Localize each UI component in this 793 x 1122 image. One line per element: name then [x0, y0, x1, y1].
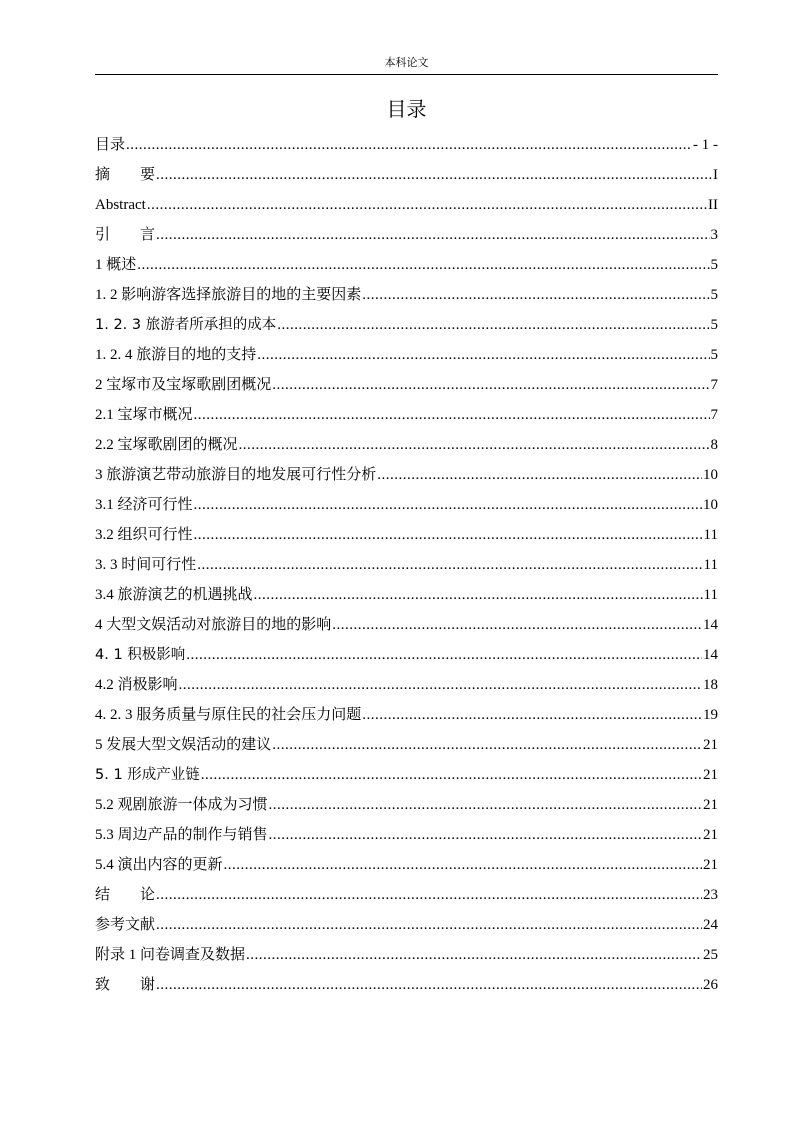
toc-entry-page-number: 24 — [703, 917, 718, 933]
toc-entry[interactable] — [95, 520, 718, 550]
toc-entry-label: 致 谢 — [95, 977, 156, 993]
toc-dot-leader — [377, 460, 702, 490]
toc-entry-page-number: 21 — [703, 857, 718, 873]
toc-dot-leader — [194, 490, 702, 520]
toc-entry-label: Abstract — [95, 197, 146, 213]
toc-entry-page-number: 5 — [710, 287, 718, 303]
toc-entry-label: 3.2 组织可行性 — [95, 527, 193, 543]
toc-entry-page-number: 10 — [703, 497, 718, 513]
toc-entry-label: 1 概述 — [95, 257, 137, 273]
toc-entry[interactable] — [95, 970, 718, 1000]
toc-entry-page-number: 14 — [703, 617, 718, 633]
toc-dot-leader — [272, 370, 709, 400]
toc-entry[interactable] — [95, 460, 718, 490]
toc-entry[interactable] — [95, 190, 718, 220]
toc-entry[interactable] — [95, 160, 718, 190]
toc-dot-leader — [156, 970, 702, 1000]
toc-entry-page-number: 7 — [710, 377, 718, 393]
toc-entry[interactable] — [95, 640, 718, 670]
page-title: 目录 — [386, 97, 427, 121]
toc-entry[interactable] — [95, 790, 718, 820]
toc-dot-leader — [137, 250, 709, 280]
toc-entry[interactable] — [95, 340, 718, 370]
toc-entry-page-number: 5 — [710, 347, 718, 363]
toc-entry-label: 4.2 消极影响 — [95, 677, 178, 693]
toc-entry-page-number: I — [713, 167, 718, 183]
toc-entry-label: 4. 2. 3 服务质量与原住民的社会压力问题 — [95, 707, 362, 723]
toc-entry-page-number: 3 — [710, 227, 718, 243]
toc-entry-label: 1. 2. 4 旅游目的地的支持 — [95, 347, 257, 363]
toc-entry-page-number: II — [708, 197, 718, 213]
page-header — [95, 57, 718, 75]
toc-entry-page-number: 11 — [703, 527, 718, 543]
toc-dot-leader — [254, 580, 703, 610]
toc-entry-page-number: 21 — [703, 827, 718, 843]
toc-entry[interactable] — [95, 670, 718, 700]
toc-dot-leader — [269, 820, 702, 850]
toc-entry-label: 目录 — [95, 137, 126, 153]
toc-entry[interactable] — [95, 280, 718, 310]
toc-entry-page-number: 10 — [703, 467, 718, 483]
toc-entry-page-number: 21 — [703, 737, 718, 753]
toc-entry-label: 参考文献 — [95, 917, 156, 933]
toc-dot-leader — [224, 850, 702, 880]
toc-entry[interactable] — [95, 310, 718, 340]
toc-entry-label: 5.4 演出内容的更新 — [95, 857, 223, 873]
toc-entry[interactable] — [95, 880, 718, 910]
toc-entry[interactable] — [95, 220, 718, 250]
toc-dot-leader — [257, 340, 709, 370]
toc-dot-leader — [269, 790, 702, 820]
toc-entry-label: 3.1 经济可行性 — [95, 497, 193, 513]
toc-entry-page-number: 23 — [703, 887, 718, 903]
toc-entry-page-number: 26 — [703, 977, 718, 993]
toc-entry[interactable] — [95, 370, 718, 400]
toc-entry[interactable] — [95, 490, 718, 520]
toc-dot-leader — [197, 550, 702, 580]
toc-dot-leader — [186, 640, 702, 670]
toc-entry-label: 5. 1 形成产业链 — [95, 767, 200, 783]
header-text: 本科论文 — [384, 57, 429, 69]
toc-entry-page-number: 25 — [703, 947, 718, 963]
toc-dot-leader — [272, 730, 702, 760]
toc-entry-label: 1. 2 影响游客选择旅游目的地的主要因素 — [95, 287, 362, 303]
toc-entry-label: 结 论 — [95, 887, 156, 903]
toc-entry-label: 引 言 — [95, 227, 156, 243]
toc-dot-leader — [156, 220, 709, 250]
toc-entry[interactable] — [95, 760, 718, 790]
toc-entry-label: 2.1 宝塚市概况 — [95, 407, 193, 423]
toc-entry[interactable] — [95, 130, 718, 160]
toc-dot-leader — [179, 670, 702, 700]
toc-entry-page-number: 21 — [703, 797, 718, 813]
table-of-contents — [95, 130, 718, 1000]
toc-entry-page-number: 18 — [703, 677, 718, 693]
toc-entry-label: 3. 3 时间可行性 — [95, 557, 197, 573]
toc-dot-leader — [362, 700, 702, 730]
toc-entry[interactable] — [95, 940, 718, 970]
toc-entry-label: 3.4 旅游演艺的机遇挑战 — [95, 587, 253, 603]
toc-entry-label: 5 发展大型文娱活动的建议 — [95, 737, 272, 753]
toc-entry-page-number: 5 — [710, 317, 718, 333]
toc-entry-label: 1. 2. 3 旅游者所承担的成本 — [95, 317, 277, 333]
toc-dot-leader — [194, 520, 703, 550]
toc-entry-page-number: 14 — [703, 647, 718, 663]
toc-dot-leader — [156, 160, 712, 190]
toc-dot-leader — [194, 400, 710, 430]
toc-entry[interactable] — [95, 550, 718, 580]
toc-entry-label: 附录 1 问卷调查及数据 — [95, 947, 246, 963]
toc-entry-page-number: 11 — [703, 557, 718, 573]
toc-entry[interactable] — [95, 730, 718, 760]
toc-dot-leader — [156, 880, 702, 910]
toc-entry-label: 3 旅游演艺带动旅游目的地发展可行性分析 — [95, 467, 377, 483]
toc-dot-leader — [239, 430, 710, 460]
toc-entry-page-number: 5 — [710, 257, 718, 273]
toc-entry[interactable] — [95, 250, 718, 280]
toc-entry-label: 5.2 观剧旅游一体成为习惯 — [95, 797, 268, 813]
toc-entry[interactable] — [95, 700, 718, 730]
toc-entry[interactable] — [95, 910, 718, 940]
toc-entry-page-number: - 1 - — [693, 137, 718, 153]
toc-dot-leader — [201, 760, 702, 790]
toc-dot-leader — [362, 280, 709, 310]
toc-dot-leader — [332, 610, 702, 640]
toc-entry[interactable] — [95, 430, 718, 460]
toc-entry-page-number: 11 — [703, 587, 718, 603]
toc-entry-label: 5.3 周边产品的制作与销售 — [95, 827, 268, 843]
toc-entry[interactable] — [95, 610, 718, 640]
toc-entry-label: 4 大型文娱活动对旅游目的地的影响 — [95, 617, 332, 633]
toc-entry-label: 4. 1 积极影响 — [95, 647, 186, 663]
toc-entry-page-number: 21 — [703, 767, 718, 783]
toc-dot-leader — [147, 190, 707, 220]
toc-entry[interactable] — [95, 820, 718, 850]
toc-entry-page-number: 19 — [703, 707, 718, 723]
toc-entry-label: 摘 要 — [95, 167, 156, 183]
toc-dot-leader — [126, 130, 692, 160]
toc-entry-page-number: 8 — [710, 437, 718, 453]
toc-entry[interactable] — [95, 580, 718, 610]
toc-entry-label: 2.2 宝塚歌剧团的概况 — [95, 437, 238, 453]
toc-entry[interactable] — [95, 850, 718, 880]
toc-entry[interactable] — [95, 400, 718, 430]
toc-dot-leader — [246, 940, 702, 970]
toc-entry-label: 2 宝塚市及宝塚歌剧团概况 — [95, 377, 272, 393]
toc-dot-leader — [277, 310, 709, 340]
toc-dot-leader — [156, 910, 702, 940]
toc-entry-page-number: 7 — [710, 407, 718, 423]
